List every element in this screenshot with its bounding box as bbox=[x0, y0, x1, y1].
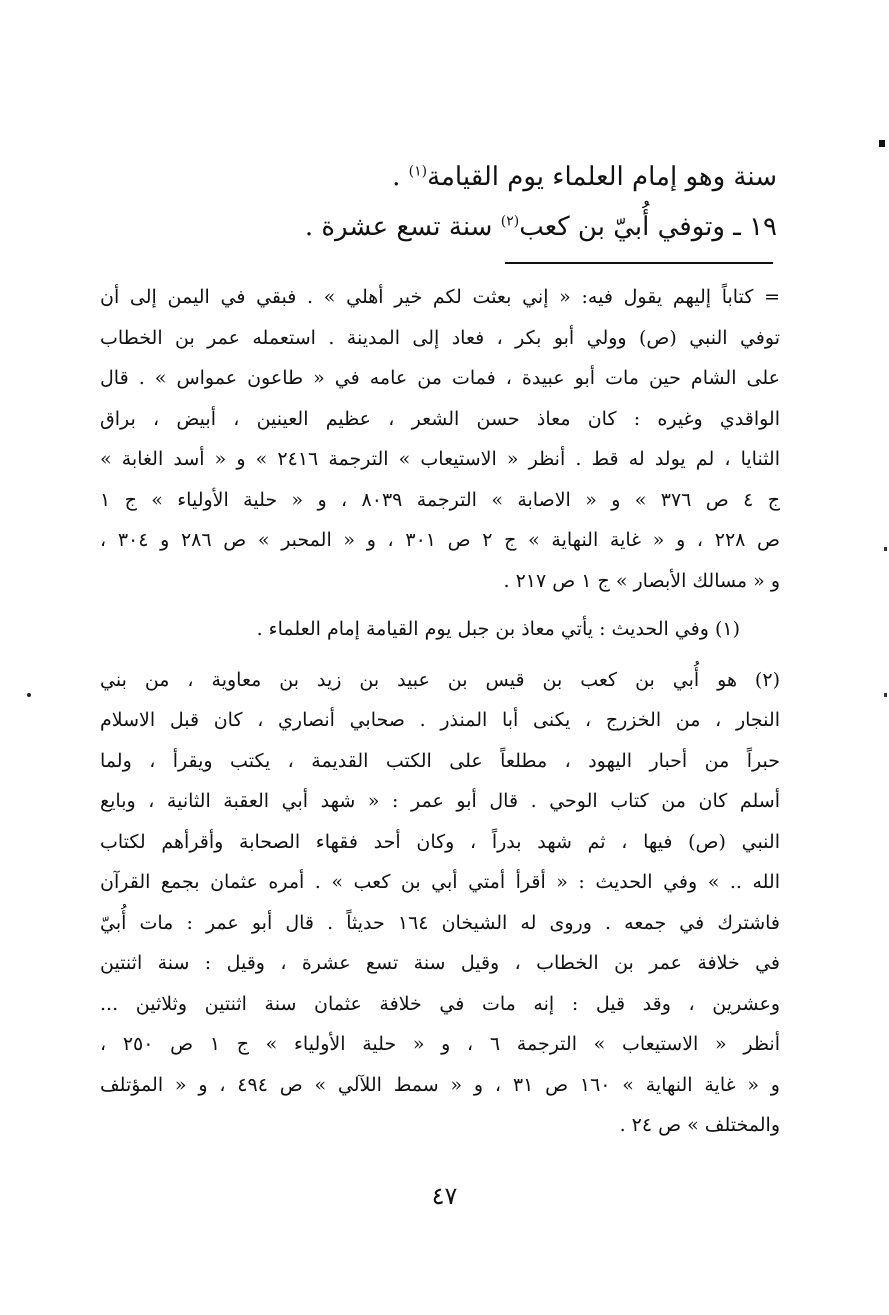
footnote-line: في خلافة عمر بن الخطاب ، وقيل سنة تسع عشرة ، وقيل : سنة اثنتين bbox=[100, 952, 780, 974]
footnotes bbox=[100, 277, 780, 1146]
footnote-line: الله .. » وفي الحديث : « أقرأ أمتي أبي بن كعب » . أمره عثمان بجمع القرآن bbox=[100, 871, 780, 893]
footnote-line: الواقدي وغيره : كان معاذ حسن الشعر ، عظيم العينين ، أبيض ، براق bbox=[100, 407, 780, 430]
main-text-line bbox=[137, 152, 777, 202]
footnote-line: فاشترك في جمعه . وروى له الشيخان ١٦٤ حديثاً . قال أبو عمر : مات أُبيّ bbox=[100, 911, 780, 934]
footnote-line: و « مسالك الأبصار » ج ١ ص ٢١٧ . bbox=[503, 569, 780, 592]
footnote-line: أنظر « الاستيعاب » الترجمة ٦ ، و « حلية الأولياء » ج ١ ص ٢٥٠ ، bbox=[100, 1033, 780, 1055]
main-text bbox=[137, 152, 777, 252]
footnote-line: (٢) هو أُبي بن كعب بن قيس بن عبيد بن زيد بن معاوية ، من بني bbox=[100, 668, 780, 691]
footnote-line: توفي النبي (ص) وولي أبو بكر ، فعاد إلى المدينة . استعمله عمر بن الخطاب bbox=[100, 326, 780, 349]
main-text-segment: سنة وهو إمام العلماء يوم القيامة bbox=[427, 162, 777, 192]
footnote-line: على الشام حين مات أبو عبيدة ، فمات من عامه في « طاعون عمواس » . قال bbox=[100, 367, 780, 389]
footnote-separator bbox=[505, 262, 773, 264]
footnote-line: ج ٤ ص ٣٧٦ » و « الاصابة » الترجمة ٨٠٣٩ ، و « حلية الأولياء » ج ١ bbox=[100, 488, 780, 511]
footnote-line: و « غاية النهاية » ١٦٠ ص ٣١ ، و « سمط اللآلي » ص ٤٩٤ ، و « المؤتلف bbox=[100, 1073, 780, 1096]
scan-dot bbox=[884, 693, 887, 697]
footnote-line: والمختلف » ص ٢٤ . bbox=[619, 1114, 780, 1136]
scan-dot bbox=[884, 547, 887, 551]
main-text-line bbox=[137, 202, 777, 252]
footnote-line: النبي (ص) فيها ، ثم شهد بدراً ، وكان أحد فقهاء الصحابة وأقرأهم لكتاب bbox=[100, 830, 780, 853]
footnote-continuation bbox=[100, 277, 780, 601]
scan-dot bbox=[27, 693, 31, 697]
footnote-line: = كتاباً إليهم يقول فيه: « إني بعثت لكم خير أهلي » . فبقي في اليمن إلى أن bbox=[100, 286, 780, 308]
page-number: ٤٧ bbox=[431, 1182, 458, 1210]
footnote-marker: (١) bbox=[408, 163, 428, 180]
footnote-line: أسلم كان من كتاب الوحي . قال أبو عمر : « شهد أبي العقبة الثانية ، وبايع bbox=[100, 790, 780, 812]
main-text-segment: سنة تسع عشرة . bbox=[304, 212, 501, 242]
footnote-marker: (٢) bbox=[500, 213, 520, 230]
main-text-segment: ١٩ ـ وتوفي أُبيّ بن كعب bbox=[519, 212, 777, 242]
footnote-2 bbox=[100, 660, 780, 1146]
footnote-line: وعشرين ، وقد قيل : إنه مات في خلافة عثمان سنة اثنتين وثلاثين ... bbox=[100, 992, 780, 1015]
footnote-line: الثنايا ، لم يولد له قط . أنظر « الاستيعاب » الترجمة ٢٤١٦ » و « أسد الغابة » bbox=[100, 448, 780, 470]
footnote-line: ص ٢٢٨ ، و « غاية النهاية » ج ٢ ص ٣٠١ ، و « المحبر » ص ٢٨٦ و ٣٠٤ ، bbox=[100, 529, 780, 551]
scan-mark bbox=[879, 140, 885, 147]
footnote-line: حبراً من أحبار اليهود ، مطلعاً على الكتب القديمة ، يكتب ويقرأ ، ولما bbox=[100, 749, 780, 772]
main-text-segment: . bbox=[392, 162, 409, 192]
footnote-line: النجار ، من الخزرج ، يكنى أبا المنذر . صحابي أنصاري ، كان قبل الاسلام bbox=[100, 709, 780, 731]
footnote-1: (١) وفي الحديث : يأتي معاذ بن جبل يوم القيامة إمام العلماء . bbox=[256, 618, 740, 640]
